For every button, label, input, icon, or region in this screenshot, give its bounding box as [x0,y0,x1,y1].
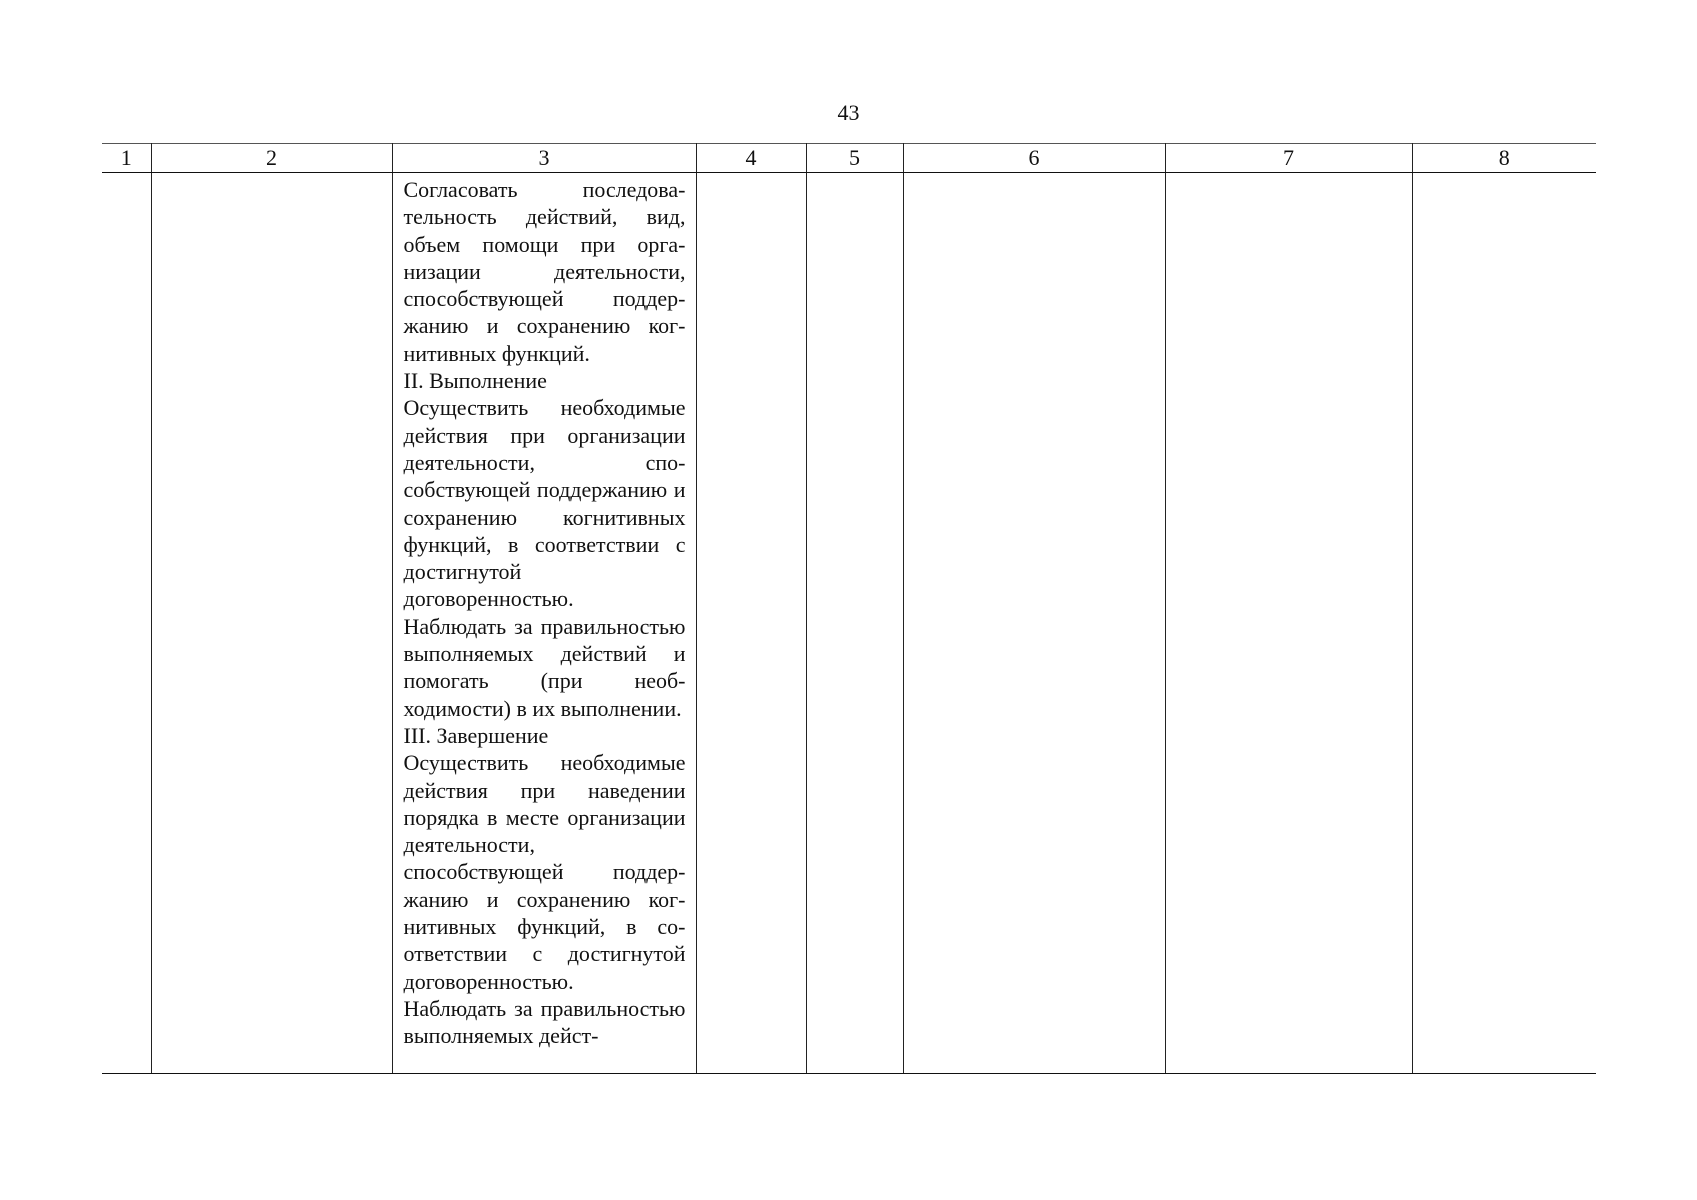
column-header-8: 8 [1412,144,1596,173]
section-heading-completion: III. Завершение [403,722,549,748]
section-heading-execution: II. Выполнение [403,368,547,394]
column-header-1: 1 [102,144,151,173]
column-header-6: 6 [903,144,1165,173]
column-header-7: 7 [1165,144,1412,173]
cell-col-8 [1412,173,1596,1074]
paragraph-tidy-up: Осуществить необходимые действия при наведении порядка в месте организации деятельности, способствующей поддержанию и сохранению когнитивных функций, в соответствии с достигнутой договоренностью. [403,750,686,994]
cell-col-5 [806,173,903,1074]
table-row [102,173,1596,1074]
cell-col-3 [392,173,696,1074]
column-header-4: 4 [696,144,806,173]
paragraph-agree-sequence: Согласовать последовательность действий, вид, объем помощи при организации деятельности, способствующей поддержанию и сохранению когнитивных функций. [403,177,686,366]
cell-col-4 [696,173,806,1074]
cell-col-6 [903,173,1165,1074]
cell-col-2 [151,173,392,1074]
paragraph-observe-continued: Наблюдать за правильностью выполняемых дейст- [403,995,686,1049]
column-header-5: 5 [806,144,903,173]
paragraph-observe-correctness: Наблюдать за правильностью выполняемых действий и помогать (при необходимости) в их выполнении. [403,613,686,721]
cell-col-7 [1165,173,1412,1074]
paragraph-perform-actions: Осуществить необходимые действия при организации деятельности, способствующей поддержанию и сохранению когнитивных функций, в соответствии с достигнутой договоренностью. [403,395,686,612]
column-header-2: 2 [151,144,392,173]
procedure-table [102,143,1596,1074]
page-number: 43 [837,100,860,125]
procedure-steps-text [393,173,696,1050]
cell-col-1 [102,173,151,1074]
column-header-3: 3 [392,144,696,173]
table-header-row [102,144,1596,173]
